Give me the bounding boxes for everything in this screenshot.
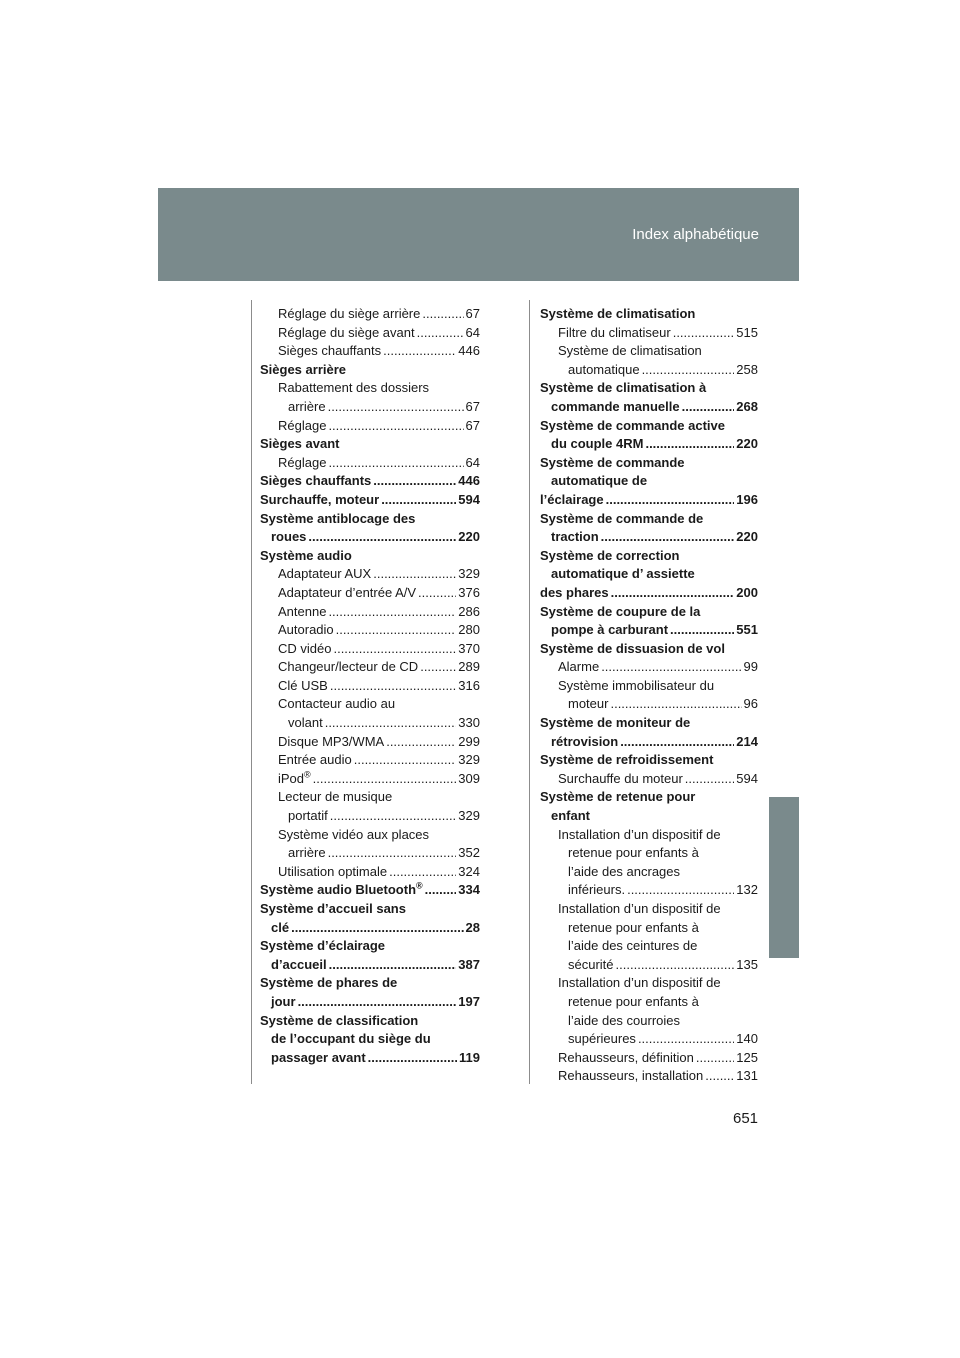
index-entry: Réglage ..... 64 — [260, 454, 480, 473]
index-entry: arrière ..... 352 — [260, 844, 480, 863]
page-number: 651 — [733, 1110, 759, 1127]
column-divider-middle — [529, 300, 530, 1084]
header-band — [158, 188, 799, 281]
index-entry: Système audio Bluetooth® ..... 334 — [260, 881, 480, 900]
index-entry: commande manuelle ..... 268 — [540, 398, 758, 417]
index-entry: des phares ..... 200 — [540, 584, 758, 603]
index-subheading: Système de climatisation — [558, 343, 702, 359]
index-entry: traction ..... 220 — [540, 528, 758, 547]
index-subheading: Rabattement des dossiers — [278, 380, 430, 396]
index-entry: Réglage du siège avant ..... 64 — [260, 324, 480, 343]
index-subheading: Installation d’un dispositif de — [558, 901, 721, 916]
index-entry: Rehausseurs, installation ..... 131 — [540, 1067, 758, 1086]
index-heading: Système de commande — [540, 454, 685, 470]
section-thumb-tab — [769, 797, 799, 958]
index-entry: automatique ..... 258 — [540, 361, 758, 380]
index-heading: Système d’accueil sans — [260, 901, 406, 916]
index-entry: Antenne ..... 286 — [260, 603, 480, 622]
index-heading: Système de refroidissement — [540, 752, 714, 768]
index-heading: automatique de — [551, 473, 648, 489]
index-heading: Système audio — [260, 547, 352, 563]
index-heading: enfant — [551, 808, 590, 824]
index-entry: Réglage ..... 67 — [260, 417, 480, 436]
index-entry: roues ..... 220 — [260, 528, 480, 547]
index-entry: Changeur/lecteur de CD ..... 289 — [260, 658, 480, 677]
index-entry: Autoradio ..... 280 — [260, 621, 480, 640]
index-entry: portatif ..... 329 — [260, 807, 480, 826]
index-heading: Système de dissuasion de vol — [540, 640, 725, 656]
index-entry: Utilisation optimale ..... 324 — [260, 863, 480, 882]
index-entry: Filtre du climatiseur ..... 515 — [540, 324, 758, 343]
index-heading: Système de commande de — [540, 510, 704, 526]
index-entry: pompe à carburant ..... 551 — [540, 621, 758, 640]
index-entry: supérieures ..... 140 — [540, 1030, 758, 1049]
index-subheading: l’aide des ceintures de — [568, 938, 698, 954]
index-heading: Sièges avant — [260, 436, 340, 452]
index-entry: Surchauffe du moteur ..... 594 — [540, 770, 758, 789]
index-heading: Système de correction — [540, 547, 680, 563]
index-heading: Système antiblocage des — [260, 510, 416, 526]
index-entry: Disque MP3/WMA ..... 299 — [260, 733, 480, 752]
index-heading: Système de climatisation — [540, 306, 696, 321]
index-entry: arrière ..... 67 — [260, 398, 480, 417]
index-heading: Sièges arrière — [260, 361, 347, 377]
index-entry: d’accueil ..... 387 — [260, 956, 480, 975]
index-subheading: l’aide des courroies — [568, 1012, 681, 1028]
index-entry: Alarme ..... 99 — [540, 658, 758, 677]
index-entry: inférieurs. ..... 132 — [540, 881, 758, 900]
index-entry: clé ..... 28 — [260, 919, 480, 938]
index-subheading: retenue pour enfants à — [568, 919, 699, 935]
index-entry: passager avant ..... 119 — [260, 1049, 480, 1068]
index-heading: Système de coupure de la — [540, 603, 701, 619]
column-divider-left — [251, 300, 252, 1084]
index-entry: Surchauffe, moteur ..... 594 — [260, 491, 480, 510]
index-entry: rétrovision ..... 214 — [540, 733, 758, 752]
index-entry: Adaptateur AUX ..... 329 — [260, 565, 480, 584]
index-entry: Sièges chauffants ..... 446 — [260, 342, 480, 361]
index-subheading: l’aide des ancrages — [568, 863, 681, 879]
index-entry: l’éclairage ..... 196 — [540, 491, 758, 510]
index-subheading: retenue pour enfants à — [568, 845, 699, 861]
index-subheading: Système vidéo aux places — [278, 826, 430, 842]
index-entry: Sièges chauffants ..... 446 — [260, 472, 480, 491]
index-entry: sécurité ..... 135 — [540, 956, 758, 975]
index-subheading: Contacteur audio au — [278, 696, 396, 712]
index-heading: Système de retenue pour — [540, 789, 696, 805]
index-entry: Réglage du siège arrière ..... 67 — [260, 305, 480, 324]
index-entry: iPod® ..... 309 — [260, 770, 480, 789]
header-title: Index alphabétique — [632, 226, 759, 243]
index-subheading: Système immobilisateur du — [558, 677, 715, 693]
index-subheading: Lecteur de musique — [278, 789, 393, 805]
index-heading: de l’occupant du siège du — [271, 1031, 431, 1047]
index-entry: CD vidéo ..... 370 — [260, 640, 480, 659]
index-heading: Système d’éclairage — [260, 938, 386, 954]
index-entry: Adaptateur d’entrée A/V ..... 376 — [260, 584, 480, 603]
index-entry: moteur ..... 96 — [540, 695, 758, 714]
index-heading: Système de phares de — [260, 975, 398, 991]
index-heading: Système de climatisation à — [540, 380, 707, 396]
index-entry: volant ..... 330 — [260, 714, 480, 733]
index-subheading: retenue pour enfants à — [568, 993, 699, 1009]
index-entry: Clé USB ..... 316 — [260, 677, 480, 696]
index-column-right — [540, 305, 758, 1086]
index-entry: du couple 4RM ..... 220 — [540, 435, 758, 454]
index-heading: automatique d’ assiette — [551, 566, 695, 582]
index-entry: jour ..... 197 — [260, 993, 480, 1012]
index-heading: Système de moniteur de — [540, 715, 691, 731]
index-heading: Système de commande active — [540, 417, 725, 433]
index-heading: Système de classification — [260, 1012, 419, 1028]
index-subheading: Installation d’un dispositif de — [558, 975, 721, 991]
index-entry: Entrée audio ..... 329 — [260, 751, 480, 770]
index-column-left — [260, 305, 480, 1067]
index-entry: Rehausseurs, définition ..... 125 — [540, 1049, 758, 1068]
index-subheading: Installation d’un dispositif de — [558, 826, 721, 842]
